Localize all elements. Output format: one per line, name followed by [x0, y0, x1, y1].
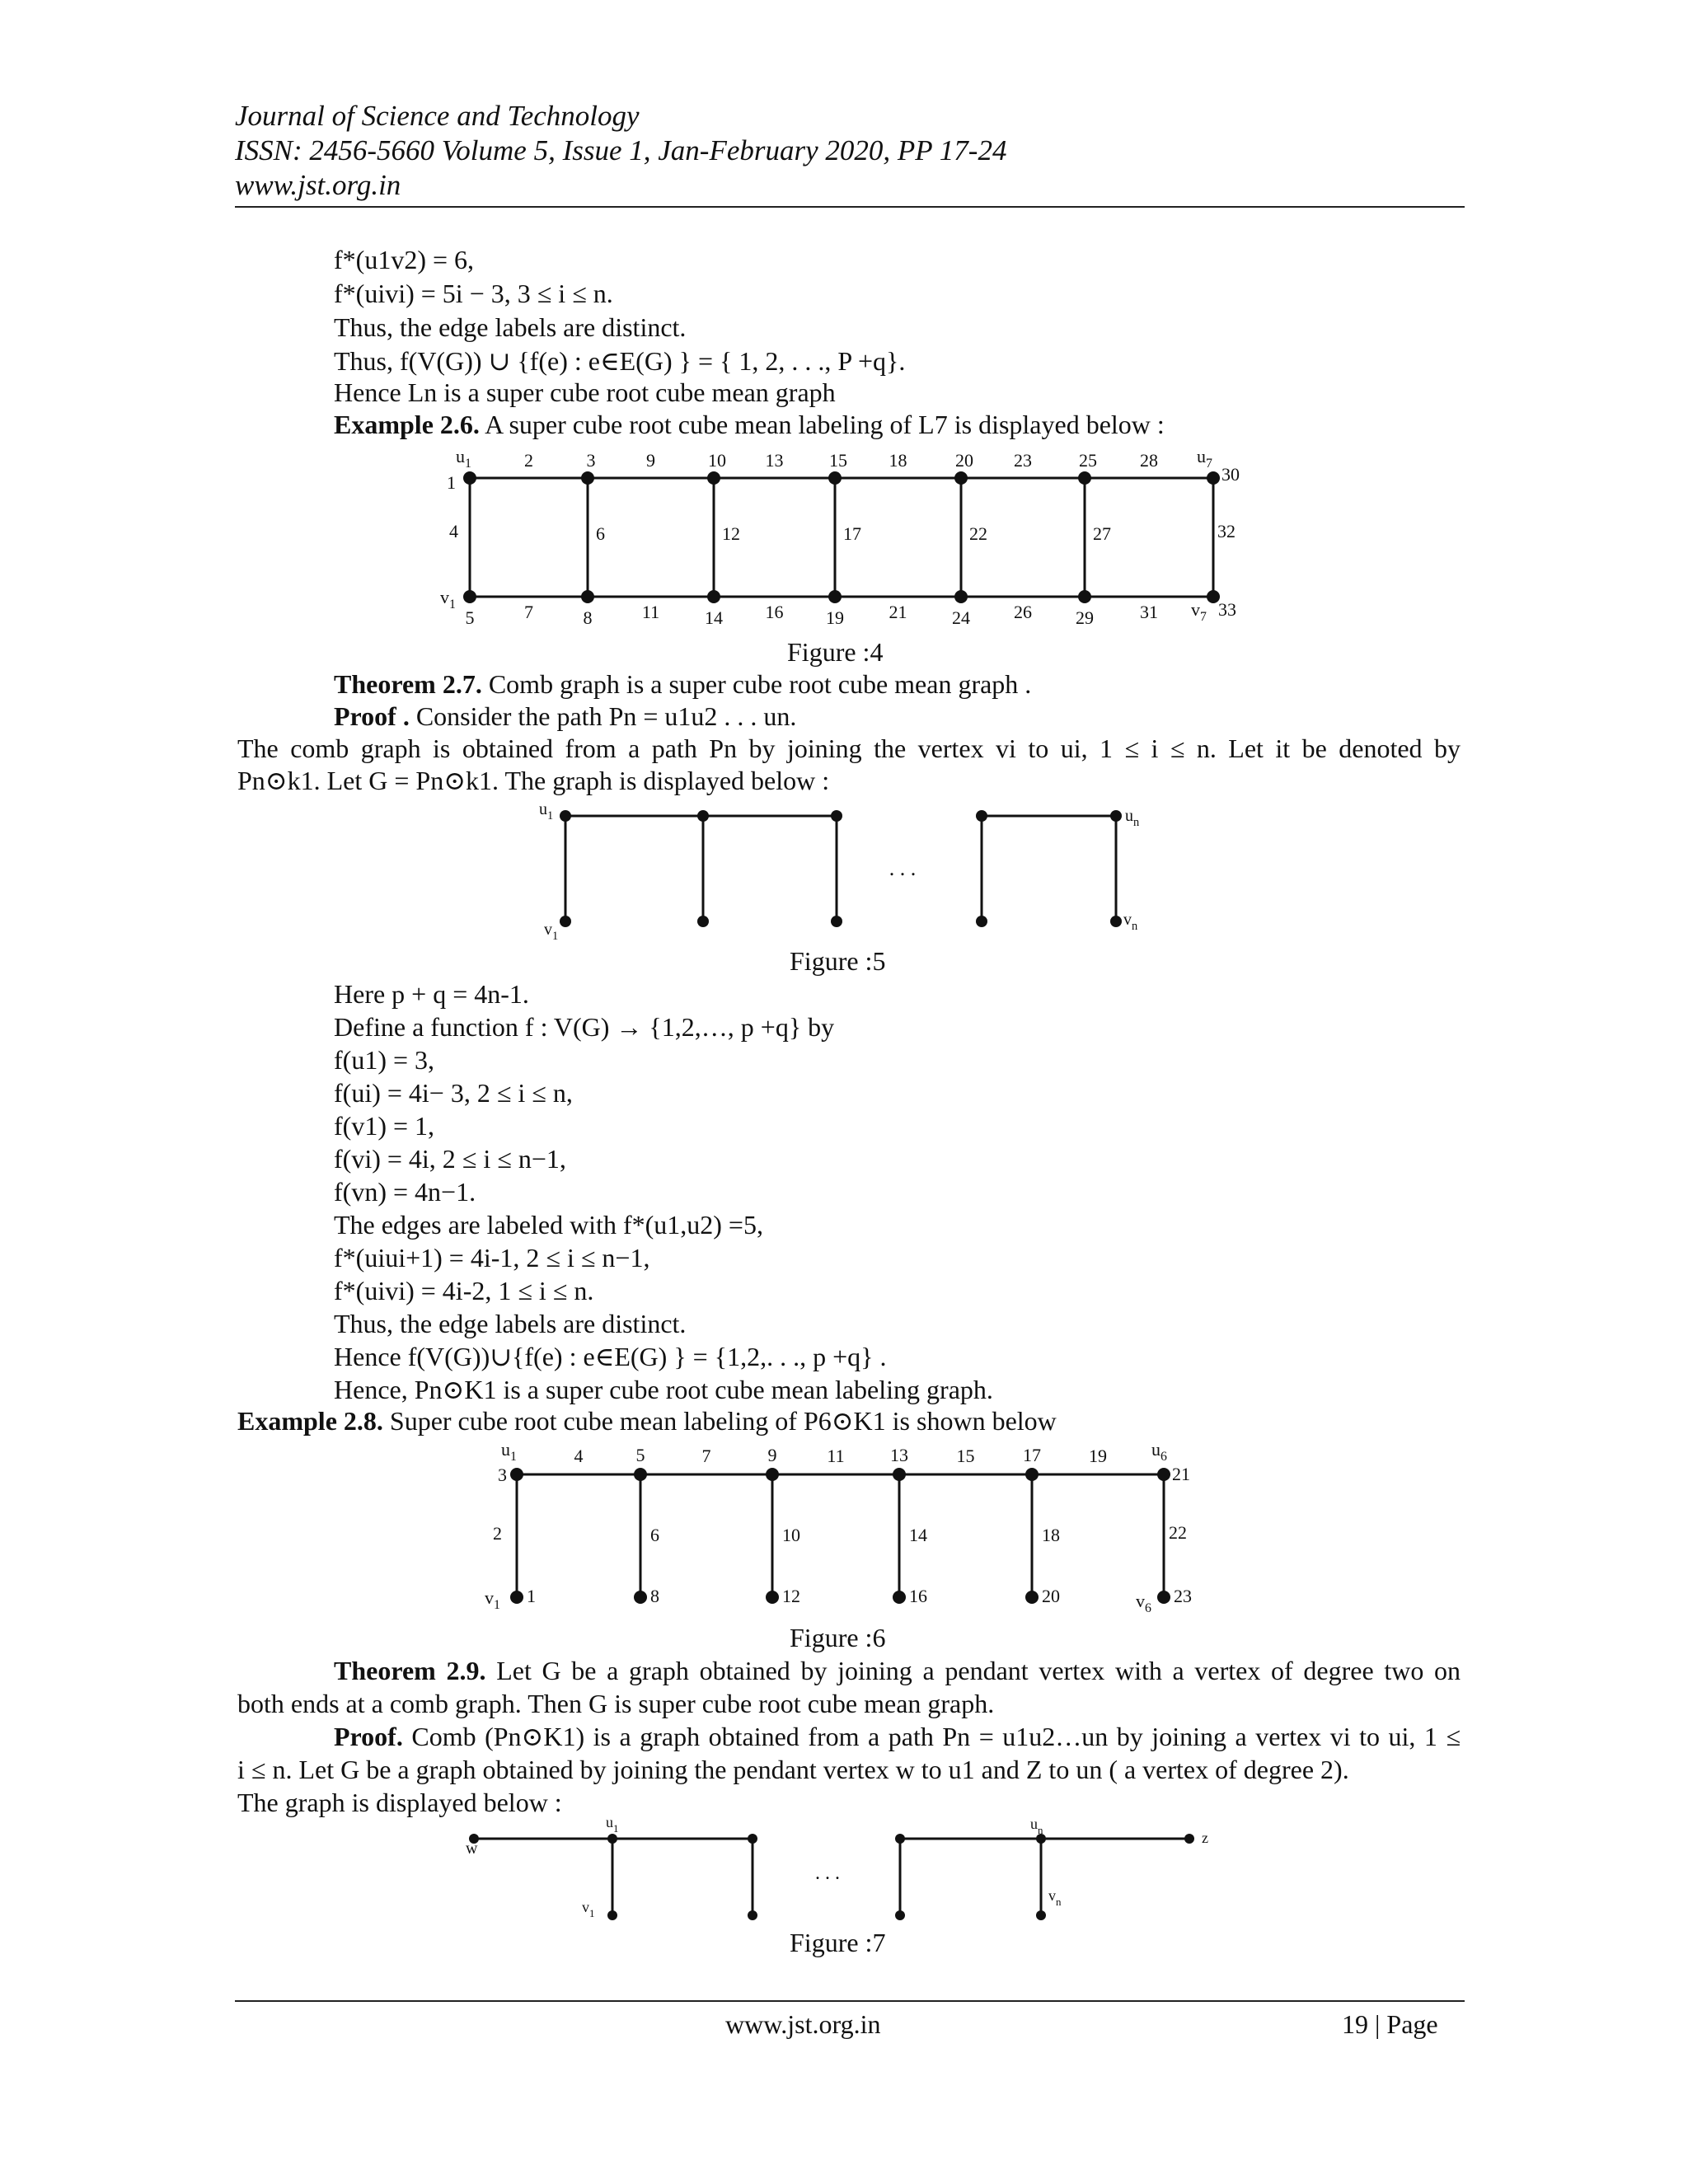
figure-6-caption: Figure :6 — [790, 1623, 886, 1652]
figure-5-caption: Figure :5 — [790, 946, 886, 976]
z-vertex — [1184, 1834, 1194, 1844]
bottom-vertex — [1036, 1910, 1046, 1920]
theorem-text: Comb graph is a super cube root cube mean graph . — [481, 669, 1032, 699]
proof-line — [334, 1721, 1461, 1752]
edge-label: 13 — [765, 450, 784, 471]
top-vertex — [1157, 1468, 1170, 1481]
bottom-vertex — [895, 1910, 905, 1920]
vertex-label: 14 — [705, 607, 723, 628]
edge-label: 11 — [641, 602, 660, 622]
vn-name: $v_n$ — [1048, 1887, 1062, 1908]
top-vertex — [697, 810, 709, 822]
vertex-label: 5 — [465, 607, 475, 628]
text-line: f(u1) = 3, — [334, 1045, 435, 1075]
bottom-vertex — [1078, 590, 1091, 603]
vertex-label: 8 — [650, 1586, 659, 1606]
vertex-label: 5 — [635, 1445, 645, 1465]
vertex-label: 29 — [1076, 607, 1094, 628]
fig6-graph — [485, 1439, 1192, 1615]
example-label: Example 2.8. — [237, 1406, 383, 1436]
top-vertex — [1110, 810, 1122, 822]
bottom-vertex — [581, 590, 594, 603]
figure-4-caption: Figure :4 — [787, 637, 884, 667]
footer-rule — [235, 2000, 1465, 2002]
edge-label: 7 — [524, 602, 533, 622]
footer-url: www.jst.org.in — [725, 2009, 881, 2039]
vertex-label: 1 — [527, 1586, 536, 1606]
theorem-heading — [334, 1655, 1461, 1686]
vertex-label: 30 — [1221, 464, 1240, 485]
top-vertex — [707, 471, 720, 485]
vertex-label: 3 — [586, 450, 596, 471]
top-vertex — [1207, 471, 1220, 485]
example-text: A super cube root cube mean labeling of L7 is displayed below : — [479, 410, 1165, 439]
u7-name: $u_7$ — [1197, 446, 1212, 471]
vertex-label: 21 — [1172, 1464, 1190, 1484]
bottom-vertex — [748, 1910, 757, 1920]
edge-label: 11 — [827, 1446, 845, 1466]
theorem-heading — [334, 668, 1031, 700]
top-vertex — [976, 810, 987, 822]
proof-label: Proof . — [334, 701, 410, 731]
text-line: f(v1) = 1, — [334, 1111, 435, 1141]
text-line: i ≤ n. Let G be a graph obtained by joining the pendant vertex w to u1 and Z to un ( a vertex of degree 2). — [237, 1755, 1349, 1784]
v1-name: $v_1$ — [485, 1587, 500, 1612]
u1-name: $u_1$ — [456, 446, 471, 471]
vertex-label: 15 — [829, 450, 847, 471]
bottom-vertex — [954, 590, 968, 603]
edge-label: 31 — [1140, 602, 1158, 622]
edge-label: 15 — [956, 1446, 975, 1466]
bottom-vertex — [463, 590, 476, 603]
text-line: Define a function f : V(G) → {1,2,…, p +q} by — [334, 1012, 835, 1042]
edge-label: 18 — [1042, 1525, 1060, 1545]
edge-label: 18 — [889, 450, 907, 471]
top-vertex — [954, 471, 968, 485]
vertex-label: 20 — [955, 450, 973, 471]
journal-issn: ISSN: 2456-5660 Volume 5, Issue 1, Jan-February 2020, PP 17-24 — [235, 134, 1007, 166]
text-line: both ends at a comb graph. Then G is super cube root cube mean graph. — [237, 1689, 995, 1718]
vertex-label: 9 — [767, 1445, 777, 1465]
z-name: z — [1202, 1830, 1208, 1846]
v1-name: $v_1$ — [544, 921, 559, 943]
journal-url: www.jst.org.in — [235, 169, 401, 201]
edge-label: 27 — [1093, 523, 1111, 544]
text-line: Hence f(V(G))∪{f(e) : e∈E(G) } = {1,2,. . ., p +q} . — [334, 1342, 887, 1371]
v6-name: $v_6$ — [1136, 1591, 1151, 1615]
edge-label: 22 — [969, 523, 987, 544]
vertex-label: 16 — [909, 1586, 927, 1606]
edge-label: 2 — [524, 450, 533, 471]
example-heading — [237, 1405, 1057, 1436]
vertex-label: 12 — [782, 1586, 800, 1606]
text-line: f*(uiui+1) = 4i-1, 2 ≤ i ≤ n−1, — [334, 1243, 650, 1272]
journal-title: Journal of Science and Technology — [235, 100, 640, 132]
bottom-vertex — [893, 1591, 906, 1604]
bottom-vertex — [1110, 916, 1122, 927]
vertex-label: 8 — [583, 607, 593, 628]
edge-label: 22 — [1169, 1522, 1187, 1543]
edge-label: 10 — [782, 1525, 800, 1545]
fig4-graph — [440, 446, 1240, 628]
top-vertex — [831, 810, 842, 822]
text-line: The graph is displayed below : — [237, 1788, 562, 1817]
theorem-label: Theorem 2.7. — [334, 669, 482, 699]
theorem-label: Theorem 2.9. — [334, 1656, 486, 1685]
example-text: Super cube root cube mean labeling of P6⊙K1 is shown below — [382, 1406, 1057, 1436]
vertex-label: 24 — [952, 607, 970, 628]
bottom-vertex — [607, 1910, 617, 1920]
proof-label: Proof. — [334, 1722, 403, 1751]
edge-label: 14 — [909, 1525, 927, 1545]
text-line: The edges are labeled with f*(u1,u2) =5, — [334, 1210, 763, 1240]
edge-label: 6 — [650, 1525, 659, 1545]
u1-name: $u_1$ — [606, 1814, 619, 1835]
fig7-graph — [466, 1814, 1208, 1920]
un-name: $u_n$ — [1030, 1816, 1043, 1836]
u1-name: $u_1$ — [539, 800, 554, 823]
edge-label: 32 — [1217, 521, 1236, 541]
bottom-vertex — [828, 590, 842, 603]
fig5-graph — [539, 800, 1139, 943]
text-line: f(vi) = 4i, 2 ≤ i ≤ n−1, — [334, 1144, 566, 1174]
text-line: f(ui) = 4i− 3, 2 ≤ i ≤ n, — [334, 1078, 573, 1108]
top-vertex — [828, 471, 842, 485]
example-label: Example 2.6. — [334, 410, 480, 439]
edge-label: 28 — [1140, 450, 1158, 471]
text-line: Hence, Pn⊙K1 is a super cube root cube mean labeling graph. — [334, 1375, 993, 1404]
edge-label: 4 — [449, 521, 458, 541]
v7-name: $v_7$ — [1191, 599, 1207, 624]
text-line: The comb graph is obtained from a path Pn by joining the vertex vi to ui, 1 ≤ i ≤ n. Let it be denoted by — [237, 733, 1461, 763]
top-vertex — [463, 471, 476, 485]
theorem-text: Let G be a graph obtained by joining a pendant vertex with a vertex of degree two on — [485, 1656, 1461, 1685]
proof-text: Comb (Pn⊙K1) is a graph obtained from a path Pn = u1u2…un by joining a vertex vi to ui, 1 ≤ — [402, 1722, 1461, 1751]
edge-label: 4 — [574, 1446, 584, 1466]
vertex-label: 3 — [498, 1465, 507, 1485]
edge-label: 26 — [1014, 602, 1032, 622]
vertex-label: 17 — [1023, 1445, 1041, 1465]
v1-name: $v_1$ — [582, 1899, 595, 1919]
v1-name: $v_1$ — [440, 587, 456, 612]
top-vertex — [560, 810, 571, 822]
top-vertex — [895, 1834, 905, 1844]
bottom-vertex — [976, 916, 987, 927]
bottom-vertex — [766, 1591, 779, 1604]
vertex-label: 19 — [826, 607, 844, 628]
text-line: f*(uivi) = 4i-2, 1 ≤ i ≤ n. — [334, 1276, 594, 1305]
top-vertex — [893, 1468, 906, 1481]
top-vertex — [748, 1834, 757, 1844]
text-line: Hence Ln is a super cube root cube mean graph — [334, 377, 836, 407]
vertex-label: 10 — [708, 450, 726, 471]
bottom-vertex — [707, 590, 720, 603]
top-vertex — [1025, 1468, 1039, 1481]
text-line: Thus, the edge labels are distinct. — [334, 312, 687, 342]
text-line: f(vn) = 4n−1. — [334, 1177, 476, 1207]
bottom-vertex — [634, 1591, 647, 1604]
bottom-vertex — [1025, 1591, 1039, 1604]
u1-name: $u_1$ — [501, 1439, 517, 1464]
top-vertex — [607, 1834, 617, 1844]
vertex-label: 1 — [447, 472, 456, 493]
text-line: Thus, the edge labels are distinct. — [334, 1309, 687, 1338]
text-line: Here p + q = 4n-1. — [334, 979, 529, 1009]
top-vertex — [510, 1468, 523, 1481]
bottom-vertex — [560, 916, 571, 927]
w-name: w — [466, 1840, 478, 1858]
vertex-label: 25 — [1079, 450, 1097, 471]
edge-label: 6 — [596, 523, 605, 544]
edge-label: 23 — [1014, 450, 1032, 471]
vertex-label: 23 — [1174, 1586, 1192, 1606]
edge-label: 2 — [493, 1523, 502, 1544]
text-line: Pn⊙k1. Let G = Pn⊙k1. The graph is displayed below : — [237, 766, 830, 795]
figure-7-caption: Figure :7 — [790, 1928, 886, 1957]
edge-label: 19 — [1089, 1446, 1107, 1466]
vertex-label: 13 — [890, 1445, 908, 1465]
bottom-vertex — [697, 916, 709, 927]
bottom-vertex — [510, 1591, 523, 1604]
ellipsis: . . . — [889, 856, 917, 880]
top-vertex — [766, 1468, 779, 1481]
un-name: $u_n$ — [1125, 807, 1140, 829]
edge-label: 16 — [765, 602, 784, 622]
u6-name: $u_6$ — [1151, 1439, 1167, 1464]
top-vertex — [581, 471, 594, 485]
ellipsis: . . . — [815, 1863, 840, 1884]
edge-label: 17 — [843, 523, 861, 544]
page-number: 19 | Page — [1342, 2009, 1438, 2039]
edge-label: 9 — [646, 450, 655, 471]
edge-label: 7 — [701, 1446, 711, 1466]
top-vertex — [634, 1468, 647, 1481]
proof-text: Consider the path Pn = u1u2 . . . un. — [409, 701, 797, 731]
edge-label: 12 — [722, 523, 740, 544]
top-vertex — [1078, 471, 1091, 485]
vertex-label: 33 — [1218, 599, 1236, 620]
bottom-vertex — [831, 916, 842, 927]
vertex-label: 20 — [1042, 1586, 1060, 1606]
vn-name: $v_n$ — [1123, 911, 1138, 933]
text-line: Thus, f(V(G)) ∪ {f(e) : e∈E(G) } = { 1, 2, . . ., P +q}. — [334, 346, 906, 376]
text-line: f*(u1v2) = 6, — [334, 245, 475, 274]
proof-line — [334, 701, 796, 732]
text-line: f*(uivi) = 5i − 3, 3 ≤ i ≤ n. — [334, 279, 613, 308]
edge-label: 21 — [889, 602, 907, 622]
bottom-vertex — [1157, 1591, 1170, 1604]
